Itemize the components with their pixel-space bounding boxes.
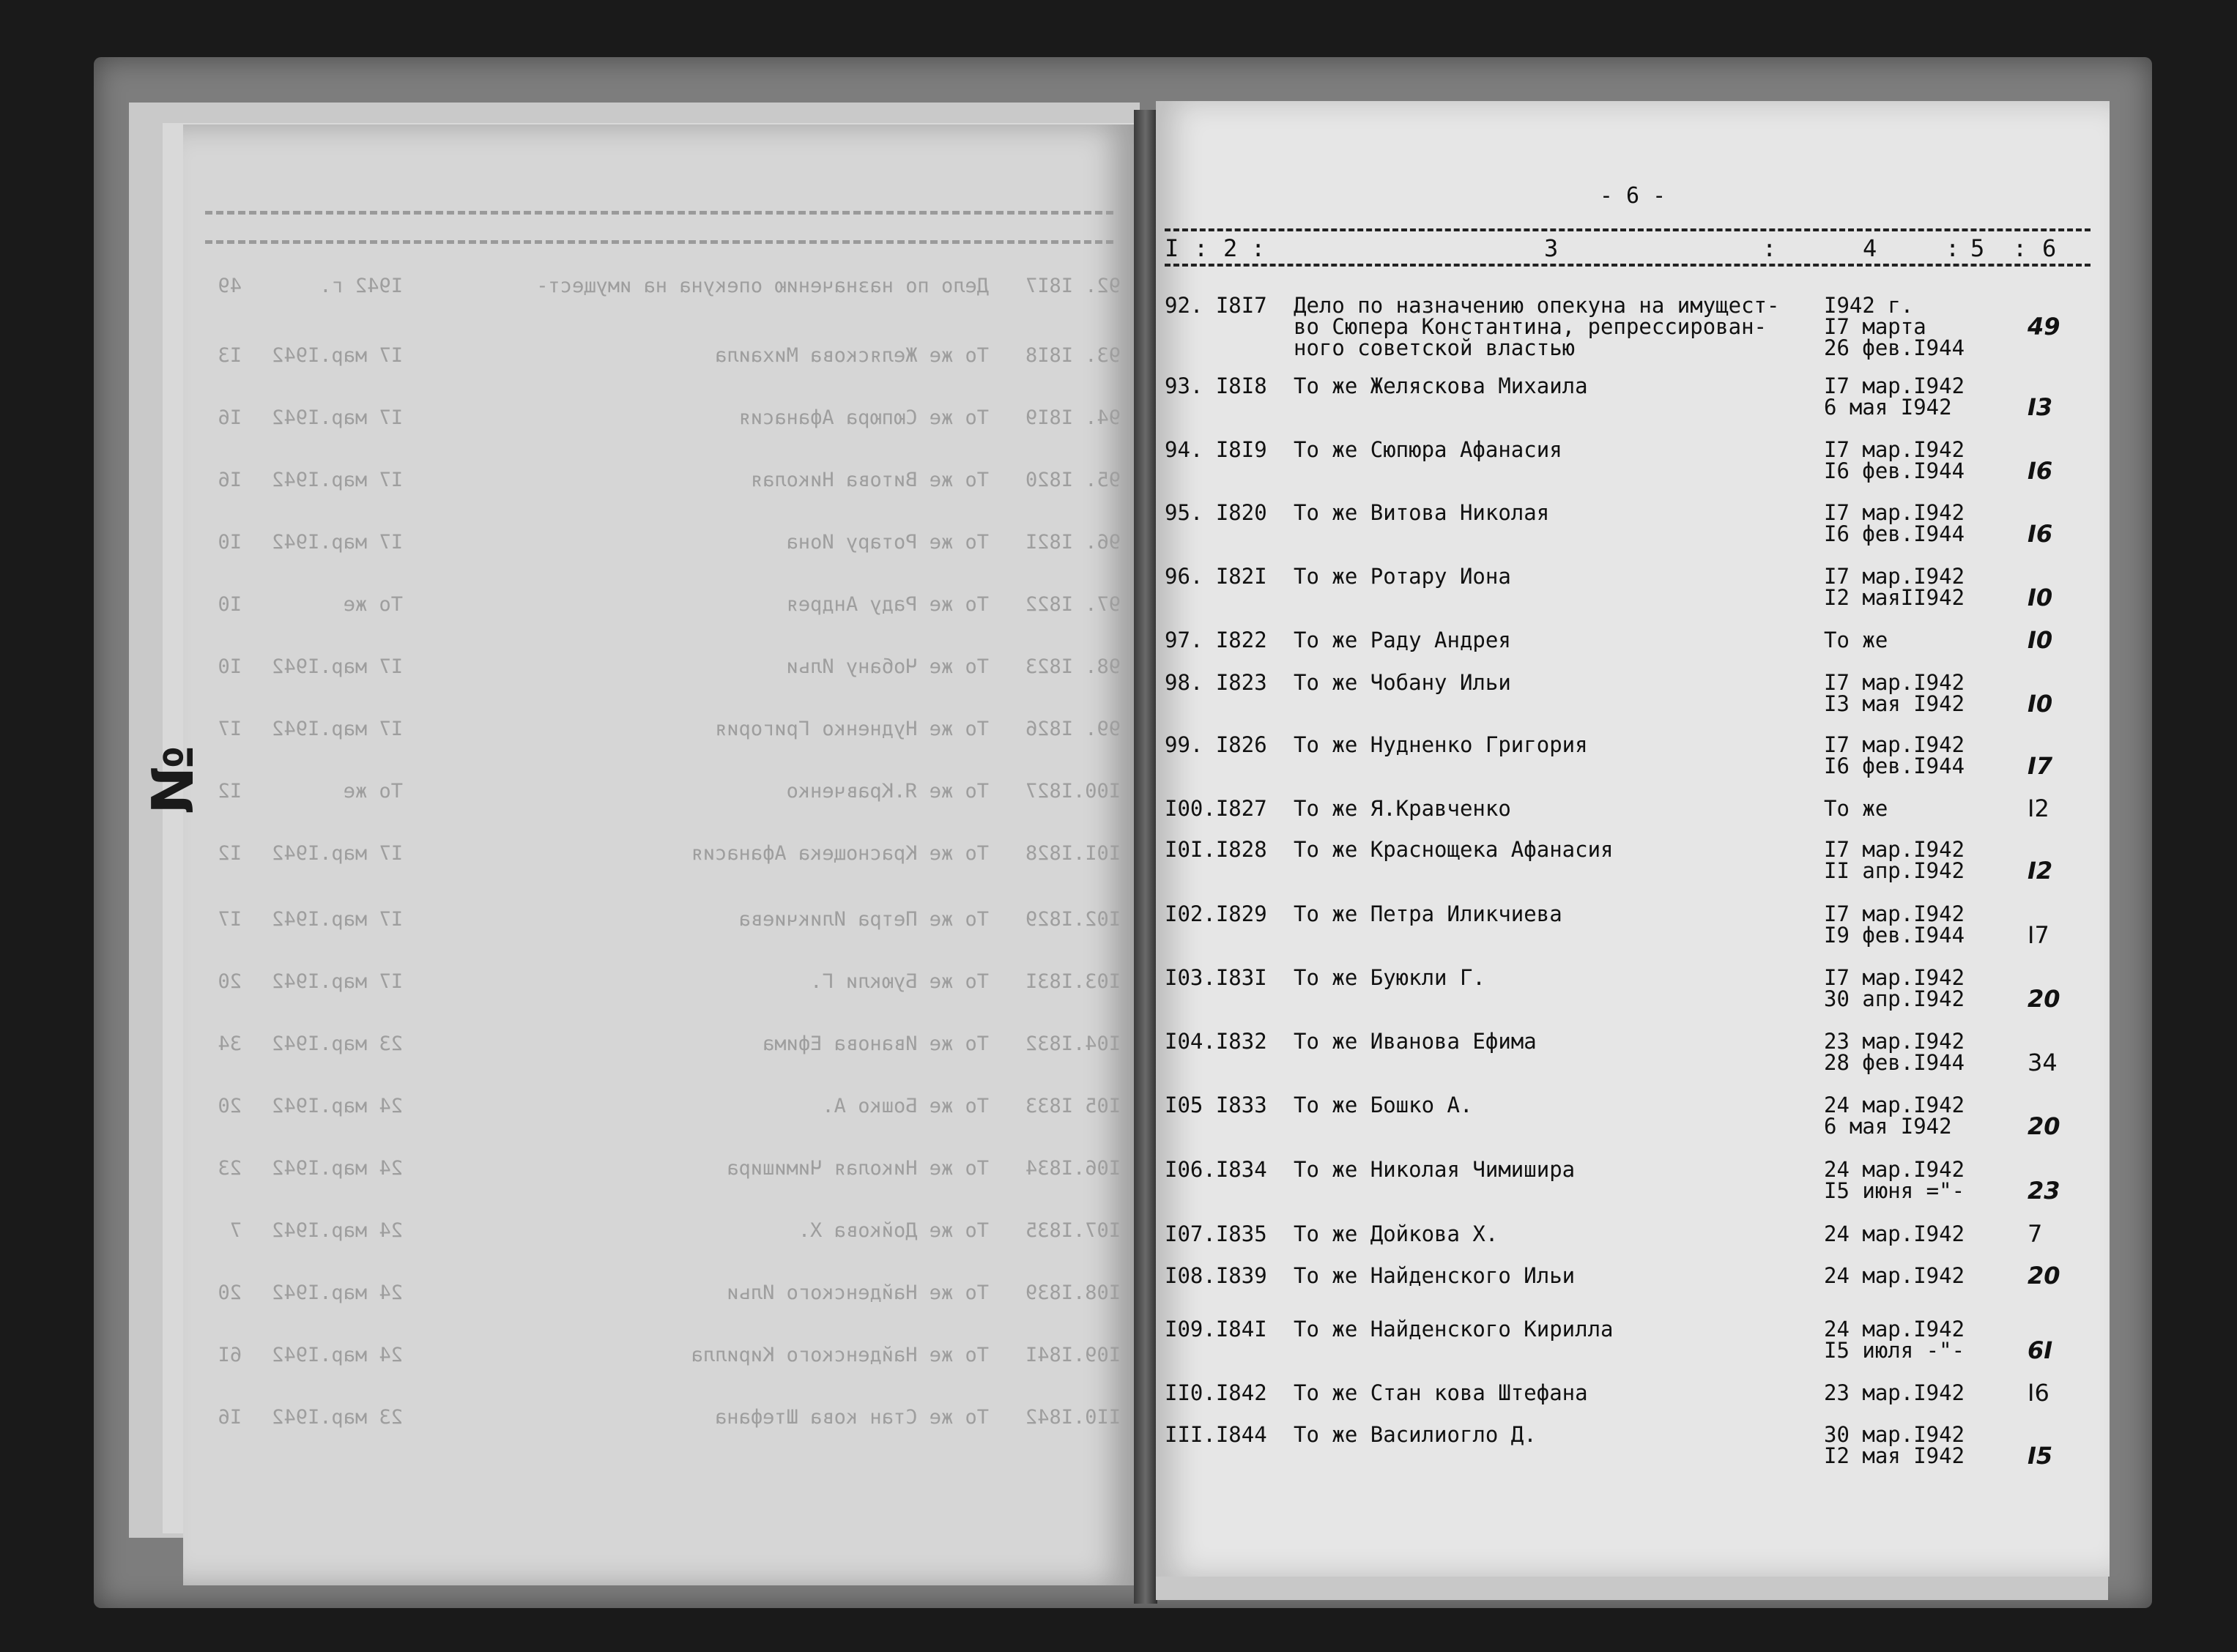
left-dash-rule [205,240,1113,244]
title-line: То же Ротару Иона [1294,564,1511,589]
ghost-text: То же [343,593,403,616]
title-line: То же Желяскова Михаила [1294,373,1588,398]
title-line: То же Витова Николая [1294,500,1550,525]
ghost-row [183,908,1135,937]
col-separator: : [1945,234,1960,262]
row-dates [1824,1031,1965,1074]
ghost-text: То же Найденского Кирилла [691,1344,989,1366]
row-title [1294,1095,1472,1116]
col-header-1: I [1165,234,1179,262]
ghost-text: I7 мар.I942 [272,842,403,865]
sheet-count: 34 [2028,1049,2058,1076]
ghost-row [183,842,1135,871]
date-line: I7 мар.I942 [1824,373,1965,398]
date-line: I7 мар.I942 [1824,837,1965,862]
ghost-text: I7 мар.I942 [272,344,403,367]
row-title [1294,566,1511,587]
ghost-text: I07.I835 [1025,1219,1121,1242]
row-number: 98. I823 [1165,670,1267,695]
folder-number-mark: № [140,745,207,814]
row-dates [1824,566,1965,609]
date-line: I7 мар.I942 [1824,732,1965,757]
ghost-text: 20 [218,1281,242,1304]
sheet-count: 20 [2028,1112,2060,1140]
row-number: I03.I83I [1165,965,1267,990]
date-line: I7 марта [1824,314,1926,339]
row-dates [1824,967,1965,1010]
row-dates [1824,1159,1965,1202]
row-title [1294,672,1511,693]
ghost-text: I2 [218,842,242,865]
title-line: То же Краснощека Афанасия [1294,837,1614,862]
sheet-count: I6 [2028,457,2053,485]
date-line: I3 мая I942 [1824,691,1965,716]
title-line: ного советской властью [1294,335,1576,360]
title-line: То же Найденского Ильи [1294,1263,1576,1288]
ghost-text: То же Найденского Ильи [727,1281,989,1304]
col-header-5: 5 [1970,234,1985,262]
sheet-count: I6 [2028,520,2053,548]
date-line: 28 фев.I944 [1824,1050,1965,1075]
row-title [1294,1221,1499,1246]
title-line: То же Буюкли Г. [1294,965,1485,990]
row-dates [1824,630,1888,651]
ghost-text: 24 мар.I942 [272,1281,403,1304]
row-dates [1824,1380,1965,1405]
ghost-text: I6 [218,406,242,429]
ghost-text: I06.I834 [1025,1157,1121,1180]
ghost-text: 24 мар.I942 [272,1344,403,1366]
ghost-text: 24 мар.I942 [272,1219,403,1242]
row-dates [1824,502,1965,545]
row-title [1294,1159,1575,1180]
row-dates [1824,1319,1965,1361]
sheet-count: I0 [2028,690,2053,718]
ghost-text: 23 [218,1157,242,1180]
ghost-row [183,1344,1135,1373]
row-title [1294,373,1588,398]
date-line: 24 мар.I942 [1824,1317,1965,1342]
title-line: То же Нудненко Григория [1294,732,1588,757]
sheet-count: 49 [2028,313,2060,341]
ghost-row [183,1032,1135,1062]
ghost-text: 94. I8I9 [1025,406,1121,429]
ghost-text: II0.I842 [1025,1406,1121,1429]
ghost-text: То же Я.Кравченко [786,780,989,803]
title-line: Дело по назначению опекуна на имущест- [1294,293,1780,318]
date-line: 23 мар.I942 [1824,1029,1965,1054]
sheet-count: I0 [2028,626,2053,654]
row-title [1294,967,1485,989]
ghost-text: 95. I820 [1025,469,1121,491]
ghost-text: I942 г. [319,275,403,297]
row-number: 94. I8I9 [1165,437,1267,462]
ghost-text: I7 мар.I942 [272,469,403,491]
ghost-text: То же Витова Николая [750,469,989,491]
sheet-count: 20 [2028,985,2060,1013]
sheet-count: 20 [2028,1262,2060,1290]
ghost-text: I6 [218,469,242,491]
row-dates [1824,672,1965,715]
row-dates [1824,1265,1965,1287]
row-number: I08.I839 [1165,1263,1267,1288]
ghost-text: I08.I839 [1025,1281,1121,1304]
ghost-text: 23 мар.I942 [272,1406,403,1429]
row-number: I09.I84I [1165,1317,1267,1342]
ghost-text: То же Чобану Ильи [786,655,989,678]
title-line: То же Бошко А. [1294,1093,1473,1117]
sheet-count: I7 [2028,752,2053,780]
ghost-text: I04.I832 [1025,1032,1121,1055]
row-dates [1824,734,1965,777]
ghost-text: 20 [218,1095,242,1117]
row-title [1294,839,1614,860]
title-line: То же Василиогло Д. [1294,1422,1537,1447]
ghost-text: 96. I82I [1025,531,1121,554]
row-title [1294,630,1511,651]
date-line: 24 мар.I942 [1824,1093,1965,1117]
row-title [1294,901,1562,926]
row-dates [1824,1095,1965,1137]
date-line: 24 мар.I942 [1824,1263,1965,1288]
row-dates [1824,839,1965,882]
row-dates [1824,798,1888,819]
ghost-text: То же Николая Чимишира [727,1157,989,1180]
row-number: 93. I8I8 [1165,373,1267,398]
ghost-row [183,1219,1135,1249]
ghost-text: 24 мар.I942 [272,1095,403,1117]
ghost-text: 20 [218,970,242,993]
header-rule-top [1165,228,2091,231]
row-title [1294,1424,1537,1446]
row-dates [1824,901,1965,948]
date-line: II апр.I942 [1824,858,1965,883]
row-number: 96. I82I [1165,564,1267,589]
date-line: I2 мая I942 [1824,1443,1965,1468]
ghost-row [183,1406,1135,1435]
ghost-text: I7 мар.I942 [272,406,403,429]
ghost-text: I7 [218,908,242,931]
ghost-row [183,970,1135,1000]
col-header-2: 2 [1223,234,1238,262]
ghost-text: 97. I822 [1025,593,1121,616]
title-line: То же Найденского Кирилла [1294,1317,1614,1342]
date-line: I2 маяII942 [1824,585,1965,610]
title-line: То же Дойкова Х. [1294,1221,1499,1246]
ghost-row [183,275,1135,304]
ghost-row [183,1095,1135,1124]
row-number: I02.I829 [1165,901,1267,926]
row-dates [1824,1424,1965,1467]
page-number: - 6 - [1599,183,1666,209]
ghost-text: 93. I8I8 [1025,344,1121,367]
row-number: 95. I820 [1165,500,1267,525]
ghost-text: I3 [218,344,242,367]
date-line: 26 фев.I944 [1824,335,1965,360]
ghost-text: То же Нудненко Григория [715,718,989,740]
ghost-text: I00.I827 [1025,780,1121,803]
title-line: То же Иванова Ефима [1294,1029,1537,1054]
col-separator: : [2013,234,2028,262]
date-line: I6 фев.I944 [1824,521,1965,546]
row-title [1294,295,1779,359]
ghost-row [183,1157,1135,1186]
row-number: I04.I832 [1165,1029,1267,1054]
ghost-text: То же Бошко А. [822,1095,989,1117]
row-number: III.I844 [1165,1422,1267,1447]
ghost-row [183,1281,1135,1311]
ghost-text: I7 мар.I942 [272,970,403,993]
ghost-text: 49 [218,275,242,297]
ghost-row [183,406,1135,436]
sheet-count: 6I [2028,1336,2053,1364]
date-line: 6 мая I942 [1824,395,1952,420]
date-line: I7 мар.I942 [1824,670,1965,695]
date-line: I5 июля -"- [1824,1338,1965,1363]
row-number: I07.I835 [1165,1221,1267,1246]
ghost-row [183,469,1135,498]
ghost-text: 24 мар.I942 [272,1157,403,1180]
sheet-count: I0 [2028,584,2053,611]
col-separator: : [1194,234,1209,262]
ghost-text: То же Раду Андрея [786,593,989,616]
ghost-text: То же Дойкова Х. [798,1219,989,1242]
ghost-text: I0 [218,655,242,678]
ghost-row [183,593,1135,622]
date-line: I942 г. [1824,293,1914,318]
date-line: 30 апр.I942 [1824,986,1965,1011]
row-title [1294,798,1511,819]
ghost-row [183,655,1135,685]
title-line: То же Николая Чимишира [1294,1157,1576,1182]
ghost-text: I09.I84I [1025,1344,1121,1366]
sheet-count: I2 [2028,857,2053,885]
title-line: То же Я.Кравченко [1294,796,1511,821]
ghost-text: I2 [218,780,242,803]
title-line: То же Сюпюра Афанасия [1294,437,1562,462]
sheet-count: I6 [2028,1379,2049,1407]
ghost-text: То же Буюкли Г. [810,970,989,993]
sheet-count: 7 [2028,1220,2043,1248]
ghost-text: То же Ротару Иона [786,531,989,554]
date-line: То же [1824,628,1888,652]
ghost-text: I0I.I828 [1025,842,1121,865]
ghost-text: I0 [218,593,242,616]
left-page-bleedthrough [183,124,1135,1585]
row-title [1294,502,1549,524]
date-line: I6 фев.I944 [1824,458,1965,483]
sheet-count: I3 [2028,393,2053,421]
ghost-text: То же Петра Иликчиева [738,908,989,931]
col-header-4: 4 [1863,234,1877,262]
row-number: I0I.I828 [1165,837,1267,862]
row-number: 92. I8I7 [1165,293,1267,318]
sheet-count: 23 [2028,1177,2060,1205]
row-dates [1824,373,1965,420]
date-line: I7 мар.I942 [1824,901,1965,926]
row-title [1294,1265,1575,1287]
ghost-text: I05 I833 [1025,1095,1121,1117]
ghost-row [183,531,1135,560]
col-separator: : [1251,234,1266,262]
ghost-text: 34 [218,1032,242,1055]
ghost-text: I6 [218,1406,242,1429]
row-dates [1824,295,1965,359]
col-separator: : [1762,234,1777,262]
row-number: 99. I826 [1165,732,1267,757]
row-title [1294,734,1588,756]
row-title [1294,439,1562,461]
ghost-text: Дело по назначению опекуна на имущест- [536,275,989,297]
title-line: То же Стан кова Штефана [1294,1380,1588,1405]
ghost-text: I7 [218,718,242,740]
date-line: 23 мар.I942 [1824,1380,1965,1405]
date-line: 24 мар.I942 [1824,1221,1965,1246]
header-rule-bottom [1165,264,2091,267]
ghost-text: То же Краснощека Афанасия [691,842,989,865]
row-number: I00.I827 [1165,796,1267,821]
ghost-text: 98. I823 [1025,655,1121,678]
date-line: I9 фев.I944 [1824,923,1965,948]
date-line: 6 мая I942 [1824,1114,1952,1139]
ghost-text: То же Стан кова Штефана [715,1406,989,1429]
row-number: 97. I822 [1165,628,1267,652]
date-line: I7 мар.I942 [1824,965,1965,990]
ghost-text: 23 мар.I942 [272,1032,403,1055]
ghost-text: То же Сюпюра Афанасия [738,406,989,429]
ghost-row [183,780,1135,809]
ghost-text: То же Иванова Ефима [763,1032,989,1055]
row-number: II0.I842 [1165,1380,1267,1405]
sheet-count: I5 [2028,1442,2053,1470]
date-line: То же [1824,796,1888,821]
col-header-6: 6 [2042,234,2057,262]
date-line: I7 мар.I942 [1824,500,1965,525]
date-line: I5 июня ="- [1824,1178,1965,1203]
date-line: 24 мар.I942 [1824,1157,1965,1182]
row-dates [1824,439,1965,482]
row-title [1294,1319,1614,1340]
binding-spine [1134,110,1157,1604]
date-line: I7 мар.I942 [1824,437,1965,462]
row-dates [1824,1221,1965,1246]
ghost-text: 92. I8I7 [1025,275,1121,297]
ghost-text: I7 мар.I942 [272,531,403,554]
date-line: I7 мар.I942 [1824,564,1965,589]
date-line: I6 фев.I944 [1824,754,1965,778]
date-line: 30 мар.I942 [1824,1422,1965,1447]
title-line: То же Чобану Ильи [1294,670,1511,695]
row-title [1294,1380,1588,1405]
row-number: I05 I833 [1165,1093,1267,1117]
sheet-count: I2 [2028,795,2049,822]
ghost-text: То же [343,780,403,803]
register-page [1156,101,2110,1577]
ghost-row [183,718,1135,747]
row-title [1294,1031,1537,1052]
ghost-text: 7 [229,1219,242,1242]
ghost-text: I03.I83I [1025,970,1121,993]
ghost-text: I0 [218,531,242,554]
ghost-text: I7 мар.I942 [272,655,403,678]
ghost-text: I02.I829 [1025,908,1121,931]
col-header-3: 3 [1544,234,1559,262]
left-dash-rule [205,211,1113,215]
ghost-text: 6I [218,1344,242,1366]
ghost-text: I7 мар.I942 [272,908,403,931]
ghost-text: I7 мар.I942 [272,718,403,740]
ghost-text: 99. I826 [1025,718,1121,740]
title-line: То же Раду Андрея [1294,628,1511,652]
ghost-text: То же Желяскова Михаила [715,344,989,367]
sheet-count: I7 [2028,921,2049,949]
title-line: во Сюпера Константина, репрессирован- [1294,314,1767,339]
title-line: То же Петра Иликчиева [1294,901,1562,926]
ghost-row [183,344,1135,373]
row-number: I06.I834 [1165,1157,1267,1182]
